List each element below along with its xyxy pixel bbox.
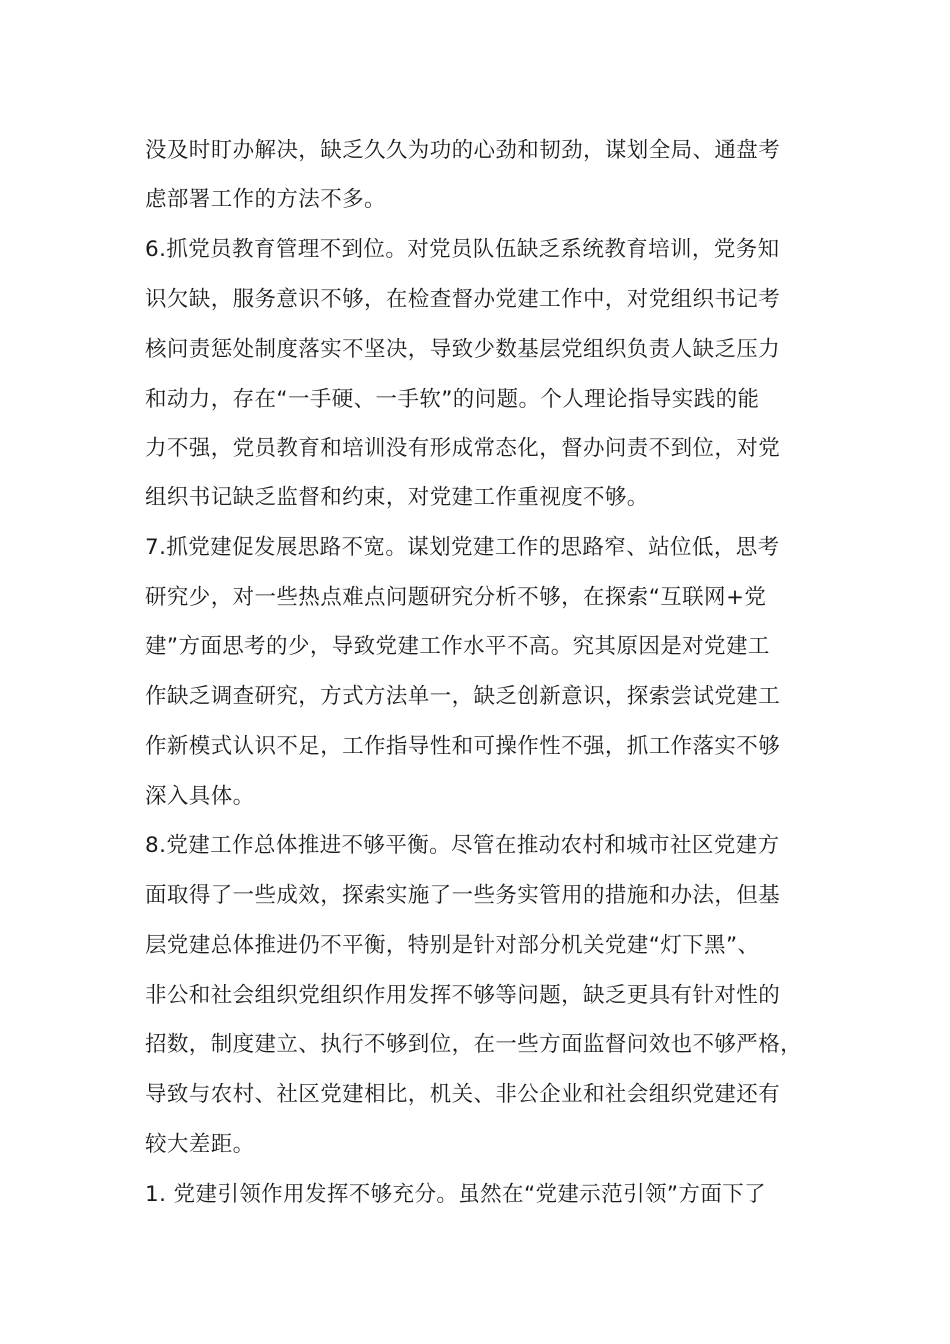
text-line: 较大差距。 xyxy=(145,1132,255,1157)
text-line: 研究少，对一些热点难点问题研究分析不够，在探索“互联网+党 xyxy=(145,585,767,610)
paragraph-heading-8: 8.党建工作总体推进不够平衡。尽管在推动农村和城市社区党建方 xyxy=(145,833,780,858)
text-line: 招数，制度建立、执行不够到位，在一些方面监督问效也不够严格， xyxy=(145,1032,803,1057)
text-line: 识欠缺，服务意识不够，在检查督办党建工作中，对党组织书记考 xyxy=(145,287,781,312)
text-line: 非公和社会组织党组织作用发挥不够等问题，缺乏更具有针对性的 xyxy=(145,983,781,1008)
paragraph-heading-1: 1. 党建引领作用发挥不够充分。虽然在“党建示范引领”方面下了 xyxy=(145,1182,767,1207)
text-line: 面取得了一些成效，探索实施了一些务实管用的措施和办法，但基 xyxy=(145,883,781,908)
text-line: 深入具体。 xyxy=(145,784,255,809)
text-line: 作新模式认识不足，工作指导性和可操作性不强，抓工作落实不够 xyxy=(145,734,781,759)
text-line: 力不强，党员教育和培训没有形成常态化，督办问责不到位，对党 xyxy=(145,436,781,461)
text-line: 和动力，存在“一手硬、一手软”的问题。个人理论指导实践的能 xyxy=(145,387,760,412)
text-line: 核问责惩处制度落实不坚决，导致少数基层党组织负责人缺乏压力 xyxy=(145,337,781,362)
text-line: 虑部署工作的方法不多。 xyxy=(145,187,386,212)
text-line: 组织书记缺乏监督和约束，对党建工作重视度不够。 xyxy=(145,485,649,510)
text-line: 建”方面思考的少，导致党建工作水平不高。究其原因是对党建工 xyxy=(145,634,770,659)
text-line: 导致与农村、社区党建相比，机关、非公企业和社会组织党建还有 xyxy=(145,1082,781,1107)
text-line: 作缺乏调查研究，方式方法单一，缺乏创新意识，探索尝试党建工 xyxy=(145,684,781,709)
paragraph-heading-6: 6.抓党员教育管理不到位。对党员队伍缺乏系统教育培训，党务知 xyxy=(145,237,780,262)
text-line: 层党建总体推进仍不平衡，特别是针对部分机关党建“灯下黑”、 xyxy=(145,933,760,958)
text-line: 没及时盯办解决，缺乏久久为功的心劲和韧劲，谋划全局、通盘考 xyxy=(145,138,781,163)
paragraph-heading-7: 7.抓党建促发展思路不宽。谋划党建工作的思路窄、站位低，思考 xyxy=(145,535,780,560)
